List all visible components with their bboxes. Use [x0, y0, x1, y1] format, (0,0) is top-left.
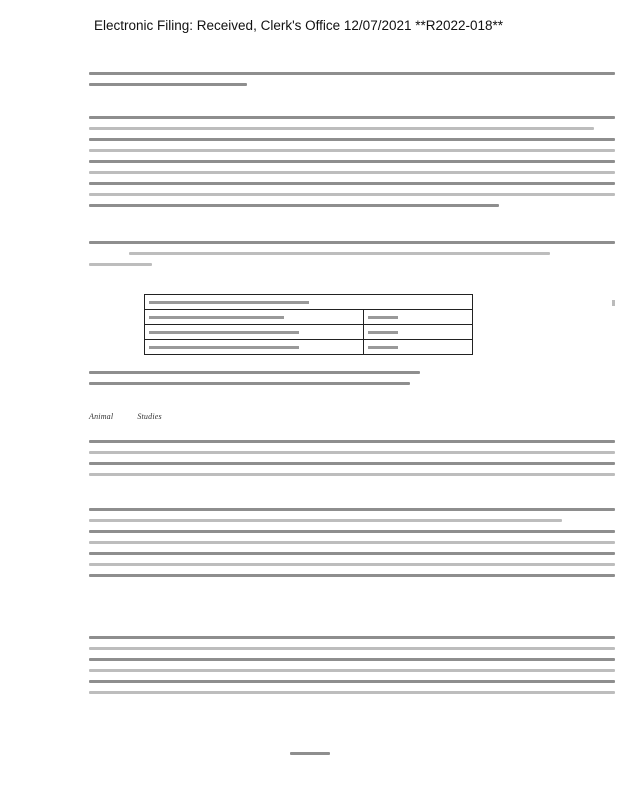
paragraph-1 [89, 72, 615, 94]
heading-word-1: Animal [89, 412, 114, 421]
paragraph-6 [89, 508, 615, 585]
data-table [144, 294, 473, 355]
paragraph-5 [89, 440, 615, 484]
paragraph-7 [89, 636, 615, 702]
paragraph-2 [89, 116, 615, 215]
paragraph-4 [89, 371, 615, 393]
table-row [145, 325, 473, 340]
margin-mark [612, 300, 615, 306]
page-number [290, 752, 330, 755]
electronic-filing-header: Electronic Filing: Received, Clerk's Office 12/07/2021 **R2022-018** [94, 18, 504, 33]
table-row [145, 340, 473, 355]
paragraph-3 [89, 241, 615, 274]
table-row [145, 310, 473, 325]
heading-word-2: Studies [137, 412, 162, 421]
section-heading-animal-studies [89, 412, 186, 421]
table-header-row [145, 295, 473, 310]
